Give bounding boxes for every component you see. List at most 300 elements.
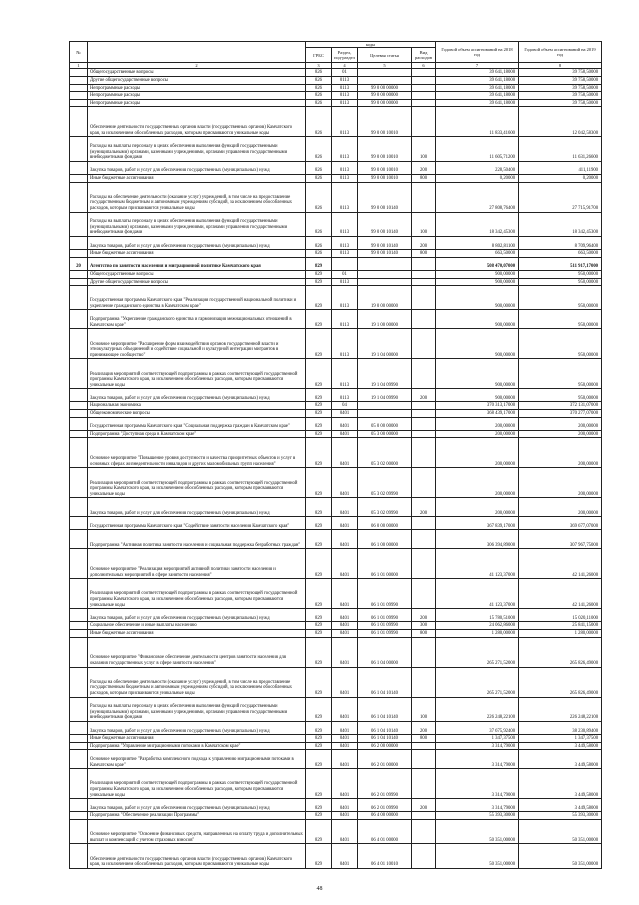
row-amount-2018: 200,00000 <box>436 430 519 438</box>
row-grbs: 829 <box>306 517 332 530</box>
row-vr: 100 <box>412 212 436 236</box>
table-row <box>70 609 602 622</box>
row-grbs: 829 <box>306 721 332 734</box>
row-amount-2019: 15 020,11000 <box>519 609 602 622</box>
row-name: Расходы на выплаты персоналу в целях обеспечения выполнения функций государственными (муниципальными) органами, казенными учреждениями, органами управления государственными внебюджетными фондами <box>88 137 306 161</box>
row-number <box>70 622 88 630</box>
row-name: Подпрограмма "Укрепление гражданского единства и гармонизация межнациональных отношений в Камчатском крае" <box>88 310 306 329</box>
row-csr: 99 0 00 10140 <box>358 212 412 236</box>
row-vr <box>412 769 436 799</box>
row-amount-2018: 306 394,89000 <box>436 530 519 549</box>
row-number <box>70 310 88 329</box>
header-index-cell: 4 <box>332 63 358 69</box>
row-number <box>70 721 88 734</box>
row-amount-2019: 42 141,26000 <box>519 579 602 609</box>
header-index-cell: 2 <box>88 63 306 69</box>
row-vr <box>412 286 436 310</box>
row-csr: 99 0 00 10140 <box>358 250 412 258</box>
row-csr: 06 2 00 00000 <box>358 742 412 750</box>
row-grbs: 826 <box>306 236 332 249</box>
row-csr: 06 1 04 10140 <box>358 697 412 721</box>
row-amount-2018: 24 062,86000 <box>436 622 519 630</box>
row-name: Закупка товаров, работ и услуг для обеспечения государственных (муниципальных) нужд <box>88 609 306 622</box>
row-name: Непрограммные расходы <box>88 99 306 107</box>
row-vr: 100 <box>412 137 436 161</box>
row-number <box>70 735 88 743</box>
table-row <box>70 742 602 750</box>
row-csr <box>358 270 412 278</box>
row-number <box>70 417 88 430</box>
row-grbs: 829 <box>306 549 332 579</box>
row-razdel: 0401 <box>332 750 358 769</box>
header-razdel: Раздел, под-раздел <box>332 48 358 63</box>
row-amount-2019: 411,11900 <box>519 161 602 174</box>
row-razdel: 0113 <box>332 310 358 329</box>
row-grbs: 826 <box>306 137 332 161</box>
header-csr: Целевая статья <box>358 48 412 63</box>
row-vr: 200 <box>412 609 436 622</box>
row-name: Реализация мероприятий соответствующей подпрограммы в рамках соответствующей государственной программы Камчатского края, за исключением обособленных расходов, которым присваиваются уникальные коды <box>88 359 306 389</box>
row-name: Закупка товаров, работ и услуг для обеспечения государственных (муниципальных) нужд <box>88 236 306 249</box>
row-amount-2018: 39 641,18000 <box>436 84 519 92</box>
row-razdel: 0401 <box>332 844 358 868</box>
row-amount-2019: 27 715,91700 <box>519 182 602 212</box>
row-name: Общегосударственные вопросы <box>88 270 306 278</box>
table-row <box>70 99 602 107</box>
header-grbs: ГРБС <box>306 48 332 63</box>
row-razdel: 0113 <box>332 161 358 174</box>
row-grbs: 829 <box>306 735 332 743</box>
row-grbs: 829 <box>306 622 332 630</box>
row-grbs: 826 <box>306 161 332 174</box>
row-amount-2018: 39 641,18000 <box>436 99 519 107</box>
row-csr: 05 3 02 09990 <box>358 498 412 517</box>
row-name: Агентство по занятости населения и миграционной политике Камчатского края <box>88 257 306 270</box>
row-vr <box>412 819 436 843</box>
row-name: Основное мероприятие "Разработка комплексного подхода к управлению миграционными потоками в Камчатском крае" <box>88 750 306 769</box>
row-vr: 100 <box>412 697 436 721</box>
header-index-cell: 6 <box>412 63 436 69</box>
row-name: Реализация мероприятий соответствующей подпрограммы в рамках соответствующей государственной программы Камчатского края, за исключением обособленных расходов, которым присваиваются уникальные коды <box>88 468 306 498</box>
row-razdel: 0113 <box>332 359 358 389</box>
row-razdel: 0113 <box>332 236 358 249</box>
row-amount-2018: 50 351,00000 <box>436 844 519 868</box>
row-amount-2018: 3 314,79000 <box>436 799 519 812</box>
row-grbs: 829 <box>306 438 332 468</box>
row-vr <box>412 517 436 530</box>
row-csr: 99 0 00 10010 <box>358 107 412 137</box>
row-amount-2018: 200,00000 <box>436 417 519 430</box>
row-razdel: 0113 <box>332 174 358 182</box>
row-name: Непрограммные расходы <box>88 92 306 100</box>
row-name: Иные бюджетные ассигнования <box>88 630 306 638</box>
row-grbs: 829 <box>306 530 332 549</box>
row-amount-2019: 950,00000 <box>519 329 602 359</box>
table-row <box>70 236 602 249</box>
row-grbs: 826 <box>306 92 332 100</box>
row-razdel: 0113 <box>332 137 358 161</box>
row-name: Закупка товаров, работ и услуг для обеспечения государственных (муниципальных) нужд <box>88 389 306 402</box>
row-number <box>70 667 88 697</box>
row-number <box>70 212 88 236</box>
table-row <box>70 389 602 402</box>
row-grbs: 829 <box>306 667 332 697</box>
header-2019: Годовой объем ассигнований на 2019 год <box>519 42 602 63</box>
row-name: Иные бюджетные ассигнования <box>88 250 306 258</box>
row-razdel: 0113 <box>332 182 358 212</box>
row-name: Закупка товаров, работ и услуг для обеспечения государственных (муниципальных) нужд <box>88 498 306 517</box>
row-amount-2018: 11 833,41600 <box>436 107 519 137</box>
table-row <box>70 286 602 310</box>
row-csr: 99 0 00 00000 <box>358 99 412 107</box>
table-row <box>70 530 602 549</box>
row-grbs: 826 <box>306 212 332 236</box>
row-grbs: 829 <box>306 630 332 638</box>
row-number <box>70 549 88 579</box>
row-name: Основное мероприятие "Освоение финансовых средств, направленных на оплату труда и дополнительных выплат и компенсаций с учетом страховых взносов" <box>88 819 306 843</box>
table-row <box>70 310 602 329</box>
row-amount-2018: 1 347,37500 <box>436 735 519 743</box>
row-vr <box>412 667 436 697</box>
table-row <box>70 721 602 734</box>
row-amount-2018: 900,00000 <box>436 278 519 286</box>
row-amount-2019: 25 841,15000 <box>519 622 602 630</box>
row-grbs: 829 <box>306 579 332 609</box>
row-amount-2019: 39 758,50000 <box>519 92 602 100</box>
row-razdel: 0401 <box>332 769 358 799</box>
table-row <box>70 579 602 609</box>
row-amount-2018: 55 393,30000 <box>436 812 519 820</box>
table-row <box>70 410 602 418</box>
row-vr: 300 <box>412 622 436 630</box>
row-amount-2019: 950,00000 <box>519 310 602 329</box>
row-grbs: 826 <box>306 174 332 182</box>
row-razdel: 0113 <box>332 286 358 310</box>
row-csr: 06 4 01 00000 <box>358 819 412 843</box>
row-amount-2019: 950,00000 <box>519 359 602 389</box>
row-vr <box>412 69 436 77</box>
header-index-cell: 8 <box>519 63 602 69</box>
row-number <box>70 812 88 820</box>
row-number <box>70 389 88 402</box>
row-csr: 19 1 00 00000 <box>358 310 412 329</box>
row-csr <box>358 257 412 270</box>
row-grbs: 826 <box>306 182 332 212</box>
row-razdel: 0401 <box>332 819 358 843</box>
header-name <box>88 42 306 63</box>
table-row <box>70 438 602 468</box>
row-razdel: 0401 <box>332 622 358 630</box>
row-number <box>70 236 88 249</box>
row-amount-2019: 511 917,17000 <box>519 257 602 270</box>
row-amount-2019: 307 967,75000 <box>519 530 602 549</box>
row-vr <box>412 84 436 92</box>
row-number <box>70 270 88 278</box>
row-amount-2019: 663,50000 <box>519 250 602 258</box>
row-razdel: 0401 <box>332 721 358 734</box>
row-razdel <box>332 257 358 270</box>
row-vr <box>412 637 436 667</box>
header-index-cell: 1 <box>70 63 88 69</box>
row-razdel: 0113 <box>332 92 358 100</box>
row-amount-2018: 41 123,37000 <box>436 579 519 609</box>
row-amount-2018: 27 808,76400 <box>436 182 519 212</box>
header-index-cell: 3 <box>306 63 332 69</box>
row-amount-2019: 3 449,58000 <box>519 750 602 769</box>
row-amount-2019: 265 826,49000 <box>519 667 602 697</box>
table-row <box>70 107 602 137</box>
row-number <box>70 137 88 161</box>
row-amount-2019: 3 449,58000 <box>519 799 602 812</box>
row-csr: 06 1 04 00000 <box>358 637 412 667</box>
row-number <box>70 410 88 418</box>
row-vr: 200 <box>412 161 436 174</box>
row-csr: 99 0 00 10010 <box>358 174 412 182</box>
table-row <box>70 250 602 258</box>
header-2018: Годовой объем ассигнований на 2018 год <box>436 42 519 63</box>
row-name: Закупка товаров, работ и услуг для обеспечения государственных (муниципальных) нужд <box>88 161 306 174</box>
row-amount-2019: 50 351,00000 <box>519 844 602 868</box>
row-amount-2019: 39 758,50000 <box>519 77 602 85</box>
row-amount-2018: 41 123,37000 <box>436 549 519 579</box>
row-csr: 06 2 01 09990 <box>358 769 412 799</box>
row-amount-2019: 8 709,96400 <box>519 236 602 249</box>
row-csr: 06 1 01 09990 <box>358 630 412 638</box>
table-row <box>70 270 602 278</box>
row-name: Подпрограмма "Обеспечение реализации Программы" <box>88 812 306 820</box>
table-row <box>70 278 602 286</box>
row-amount-2018: 8 802,81100 <box>436 236 519 249</box>
row-csr: 99 0 00 10010 <box>358 161 412 174</box>
row-grbs: 829 <box>306 697 332 721</box>
row-grbs: 829 <box>306 742 332 750</box>
row-number <box>70 769 88 799</box>
row-csr: 05 0 00 00000 <box>358 417 412 430</box>
row-vr <box>412 579 436 609</box>
row-amount-2018: 226 248,22100 <box>436 697 519 721</box>
row-razdel: 0113 <box>332 84 358 92</box>
row-number <box>70 799 88 812</box>
table-row <box>70 549 602 579</box>
row-csr: 99 0 00 10140 <box>358 182 412 212</box>
row-csr: 06 1 04 10140 <box>358 721 412 734</box>
row-vr <box>412 812 436 820</box>
table-row <box>70 359 602 389</box>
row-number <box>70 286 88 310</box>
row-name: Подпрограмма "Активная политика занятости населения и социальная поддержка безработных граждан" <box>88 530 306 549</box>
row-grbs: 826 <box>306 250 332 258</box>
row-razdel: 0401 <box>332 530 358 549</box>
row-grbs: 829 <box>306 498 332 517</box>
row-vr: 200 <box>412 236 436 249</box>
table-row <box>70 402 602 410</box>
row-vr <box>412 270 436 278</box>
row-name: Социальное обеспечение и иные выплаты населению <box>88 622 306 630</box>
row-amount-2018: 200,00000 <box>436 498 519 517</box>
row-amount-2019: 950,00000 <box>519 278 602 286</box>
row-amount-2018: 37 675,92400 <box>436 721 519 734</box>
row-name: Расходы на обеспечение деятельности (оказание услуг) учреждений, в том числе на предоставление государственным бюджетным и автономным учреждениям субсидий, за исключением обособленных расходов, которым присваиваются уникальные коды <box>88 182 306 212</box>
row-number <box>70 438 88 468</box>
row-grbs: 829 <box>306 609 332 622</box>
row-name: Иные бюджетные ассигнования <box>88 174 306 182</box>
row-csr <box>358 278 412 286</box>
row-csr <box>358 402 412 410</box>
row-csr: 06 1 01 09990 <box>358 609 412 622</box>
row-csr: 05 3 02 09990 <box>358 468 412 498</box>
row-csr: 06 1 00 00000 <box>358 530 412 549</box>
row-name: Расходы на обеспечение деятельности (оказание услуг) учреждений, в том числе на предоставление государственным бюджетным и автономным учреждениям субсидий, за исключением обособленных расходов, которым присваиваются уникальные коды <box>88 667 306 697</box>
row-amount-2019: 200,00000 <box>519 417 602 430</box>
row-csr: 06 2 01 09990 <box>358 799 412 812</box>
row-amount-2018: 900,00000 <box>436 329 519 359</box>
row-number <box>70 250 88 258</box>
table-row <box>70 769 602 799</box>
row-vr <box>412 257 436 270</box>
row-vr <box>412 310 436 329</box>
row-number <box>70 697 88 721</box>
row-razdel: 04 <box>332 402 358 410</box>
row-grbs: 829 <box>306 799 332 812</box>
row-grbs: 826 <box>306 77 332 85</box>
row-grbs: 829 <box>306 769 332 799</box>
row-amount-2019: 18 342,45300 <box>519 212 602 236</box>
row-grbs: 829 <box>306 812 332 820</box>
row-razdel: 0401 <box>332 609 358 622</box>
row-amount-2018: 368 439,17000 <box>436 410 519 418</box>
row-number <box>70 84 88 92</box>
row-amount-2018: 3 314,79000 <box>436 769 519 799</box>
row-amount-2019: 950,00000 <box>519 286 602 310</box>
header-vr: Вид расходов <box>412 48 436 63</box>
row-vr: 200 <box>412 389 436 402</box>
table-row <box>70 517 602 530</box>
row-grbs: 829 <box>306 278 332 286</box>
row-grbs: 829 <box>306 359 332 389</box>
row-amount-2018: 11 605,71200 <box>436 137 519 161</box>
row-amount-2019: 950,00000 <box>519 270 602 278</box>
row-name: Обеспечение деятельности государственных органов власти (государственных органов) Камчатского края, за исключением обособленных расходов, которым присваиваются уникальные коды <box>88 107 306 137</box>
row-vr <box>412 742 436 750</box>
page-number: 48 <box>316 886 323 892</box>
row-amount-2019: 39 758,50000 <box>519 69 602 77</box>
row-name: Непрограммные расходы <box>88 84 306 92</box>
row-csr: 06 0 00 00000 <box>358 517 412 530</box>
row-number <box>70 402 88 410</box>
row-razdel: 0113 <box>332 250 358 258</box>
row-razdel: 0401 <box>332 637 358 667</box>
row-name: Закупка товаров, работ и услуг для обеспечения государственных (муниципальных) нужд <box>88 721 306 734</box>
row-amount-2018: 200,00000 <box>436 438 519 468</box>
row-csr <box>358 410 412 418</box>
row-amount-2018: 3 314,79000 <box>436 750 519 769</box>
row-grbs: 829 <box>306 750 332 769</box>
row-csr: 19 1 04 09990 <box>358 359 412 389</box>
table-row <box>70 92 602 100</box>
row-amount-2018: 900,00000 <box>436 270 519 278</box>
row-number <box>70 630 88 638</box>
row-vr: 800 <box>412 630 436 638</box>
row-grbs: 829 <box>306 430 332 438</box>
table-row <box>70 812 602 820</box>
row-number <box>70 742 88 750</box>
table-row <box>70 329 602 359</box>
row-vr <box>412 549 436 579</box>
row-razdel: 0401 <box>332 468 358 498</box>
row-number <box>70 430 88 438</box>
row-name: Основное мероприятие "Реализация мероприятий активной политики занятости населения и дополнительных мероприятий в сфере занятости населения" <box>88 549 306 579</box>
row-number <box>70 637 88 667</box>
table-row <box>70 844 602 868</box>
row-grbs: 826 <box>306 107 332 137</box>
row-amount-2018: 15 780,51000 <box>436 609 519 622</box>
row-vr: 200 <box>412 799 436 812</box>
row-name: Государственная программа Камчатского края "Реализация государственной национальной политики и укрепление гражданского единства в Камчатском крае" <box>88 286 306 310</box>
row-razdel: 0401 <box>332 630 358 638</box>
budget-table <box>69 41 602 869</box>
row-number <box>70 468 88 498</box>
row-razdel: 0401 <box>332 697 358 721</box>
table-row <box>70 417 602 430</box>
row-csr: 06 1 01 09990 <box>358 622 412 630</box>
row-name: Подпрограмма "Доступная среда в Камчатском крае" <box>88 430 306 438</box>
row-razdel: 0113 <box>332 329 358 359</box>
row-razdel: 0401 <box>332 517 358 530</box>
row-csr: 19 1 04 00000 <box>358 329 412 359</box>
row-amount-2019: 370 277,07000 <box>519 410 602 418</box>
row-amount-2019: 1 347,37500 <box>519 735 602 743</box>
row-csr: 19 1 04 09990 <box>358 389 412 402</box>
row-number <box>70 92 88 100</box>
table-row <box>70 161 602 174</box>
row-amount-2018: 508 470,07000 <box>436 257 519 270</box>
row-number <box>70 530 88 549</box>
row-name: Реализация мероприятий соответствующей подпрограммы в рамках соответствующей государственной программы Камчатского края, за исключением обособленных расходов, которым присваиваются уникальные коды <box>88 579 306 609</box>
row-amount-2018: 663,50000 <box>436 250 519 258</box>
row-amount-2019: 226 248,22100 <box>519 697 602 721</box>
row-amount-2018: 900,00000 <box>436 310 519 329</box>
row-number <box>70 609 88 622</box>
row-vr: 800 <box>412 250 436 258</box>
table-body <box>70 69 602 868</box>
row-razdel: 0113 <box>332 107 358 137</box>
row-csr: 06 1 01 00000 <box>358 549 412 579</box>
row-razdel: 0113 <box>332 212 358 236</box>
row-csr: 06 2 01 00000 <box>358 750 412 769</box>
row-amount-2018: 3 314,79000 <box>436 742 519 750</box>
row-razdel: 0401 <box>332 812 358 820</box>
row-name: Обеспечение деятельности государственных органов власти (государственных органов) Камчатского края, за исключением обособленных расходов, которым присваиваются уникальные коды <box>88 844 306 868</box>
row-razdel: 0113 <box>332 99 358 107</box>
row-vr: 800 <box>412 735 436 743</box>
row-vr <box>412 182 436 212</box>
row-number <box>70 278 88 286</box>
table-row <box>70 69 602 77</box>
row-amount-2019: 200,00000 <box>519 468 602 498</box>
row-name: Подпрограмма "Управление миграционными потоками в Камчатском крае" <box>88 742 306 750</box>
row-vr <box>412 99 436 107</box>
row-csr: 06 4 00 00000 <box>358 812 412 820</box>
row-amount-2019: 50 351,00000 <box>519 819 602 843</box>
row-amount-2019: 39 758,50000 <box>519 84 602 92</box>
row-csr: 06 1 01 09990 <box>358 579 412 609</box>
table-row <box>70 697 602 721</box>
row-vr <box>412 92 436 100</box>
row-grbs: 829 <box>306 819 332 843</box>
row-amount-2018: 265 271,52000 <box>436 637 519 667</box>
budget-table-page <box>69 41 601 869</box>
table-row <box>70 182 602 212</box>
